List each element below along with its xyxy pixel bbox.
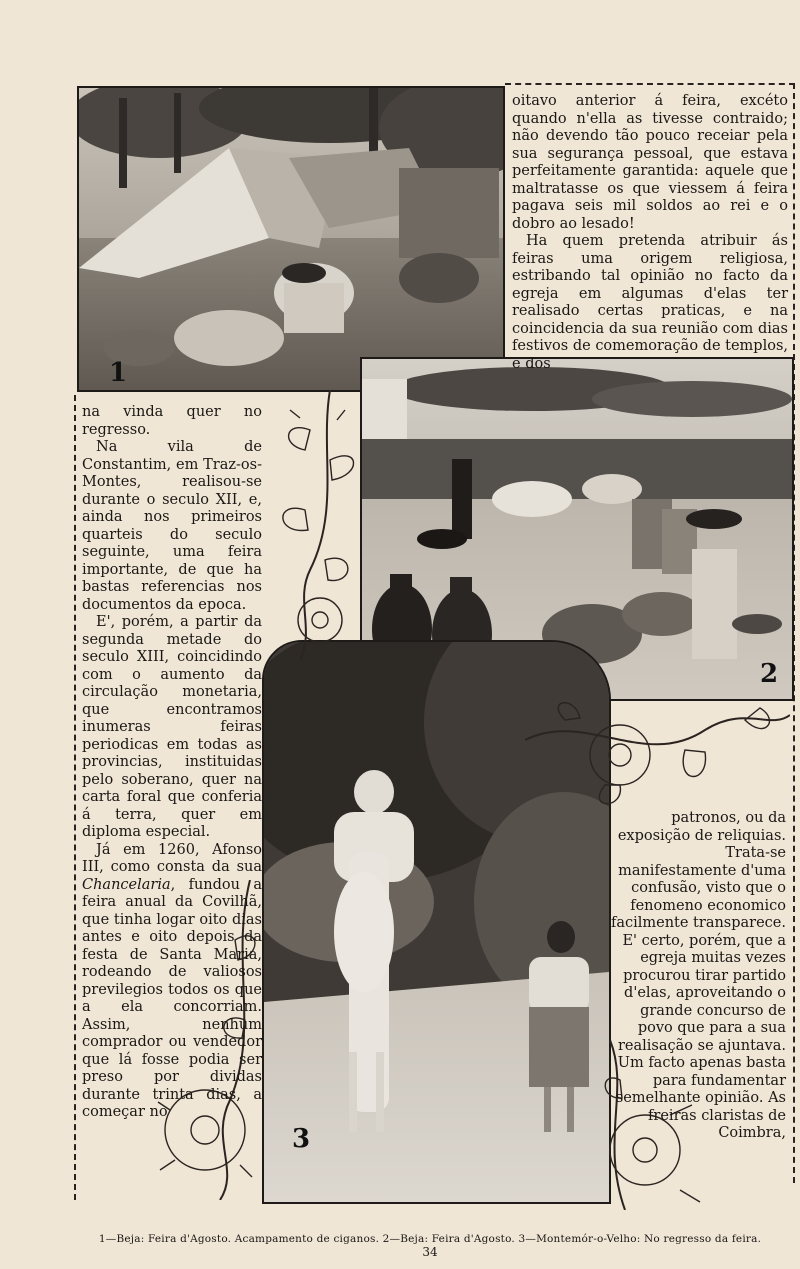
dashed-rule-top [505,83,795,85]
photo-number: 1 [109,358,128,388]
text-column-right [610,810,786,1143]
paragraph: oitavo anterior á feira, excéto quando n'ella as tivesse contraido; não devendo tão pouco receiar pela sua segurança pessoal, que estava perfeitamente garantida: aquele que maltratasse os que viessem á feira pagava seis mil soldos ao rei e o dobro ao lesado! [512,93,788,232]
italic-title: Chancelaria [82,876,171,893]
dashed-rule-left [74,395,76,1200]
text-run: Já em 1260, Afonso III, como consta da sua [82,841,262,875]
photo-return-from-fair [262,640,611,1204]
photo-gypsy-camp [77,86,505,392]
paragraph: patronos, ou da exposição de reliquias. Trata-se manifestamente d'uma confusão, visto que o fenomeno economico facilmente transparece. E' certo, porém, que a egreja muitas vezes procurou tirar partido d'elas, aproveitando o grande concurso de povo que para a sua realisação se ajuntava. Um facto apenas basta para fundamentar semelhante opinião. As freiras claristas de Coimbra, [610,810,786,1141]
photo-gypsy-camp-image [79,88,503,390]
photo-return-from-fair-image [264,642,609,1202]
paragraph: Na vila de Constantim, em Traz-os-Montes, realisou-se durante o seculo XII, e, ainda nos primeiros quarteis do seculo seguinte, uma feira importante, de que ha bastas referencias nos documentos da epoca. [82,439,262,613]
page-number: 34 [422,1245,438,1259]
photo-number: 3 [292,1124,311,1154]
text-run: , fundou a feira anual da Covilhã, que tinha logar oito dias antes e oito depois da festa de Santa Maria, rodeando de valiosos previlegios todos os que a ela concorriam. Assim, nenhum comprador ou vendedor que lá fosse podia ser preso por dividas durante trinta dias, a começar no [82,876,262,1120]
paragraph: E', porém, a partir da segunda metade do seculo XIII, coincidindo com o aumento da circulação monetaria, que encontramos inumeras feiras periodicas em todas as provincias, instituidas pelo soberano, quer na carta foral que conferia á terra, quer em diploma especial. [82,614,262,840]
floral-ornament-top-left [270,390,365,660]
photo-number: 2 [760,659,779,689]
text-column-left [82,404,262,1122]
text-column-top-right [512,93,788,373]
photo-caption: 1—Beja: Feira d'Agosto. Acampamento de ciganos. 2—Beja: Feira d'Agosto. 3—Montemór-o-Velho: No regresso da feira. [98,1233,762,1245]
paragraph: na vinda quer no regresso. [82,404,262,438]
paragraph: Ha quem pretenda atribuir ás feiras uma origem religiosa, estribando tal opinião no facto da egreja em algumas d'elas ter realisado certas praticas, e na coincidencia da sua reunião com dias festivos de comemoração de templos, e dos [512,233,788,372]
paragraph [82,842,262,1122]
